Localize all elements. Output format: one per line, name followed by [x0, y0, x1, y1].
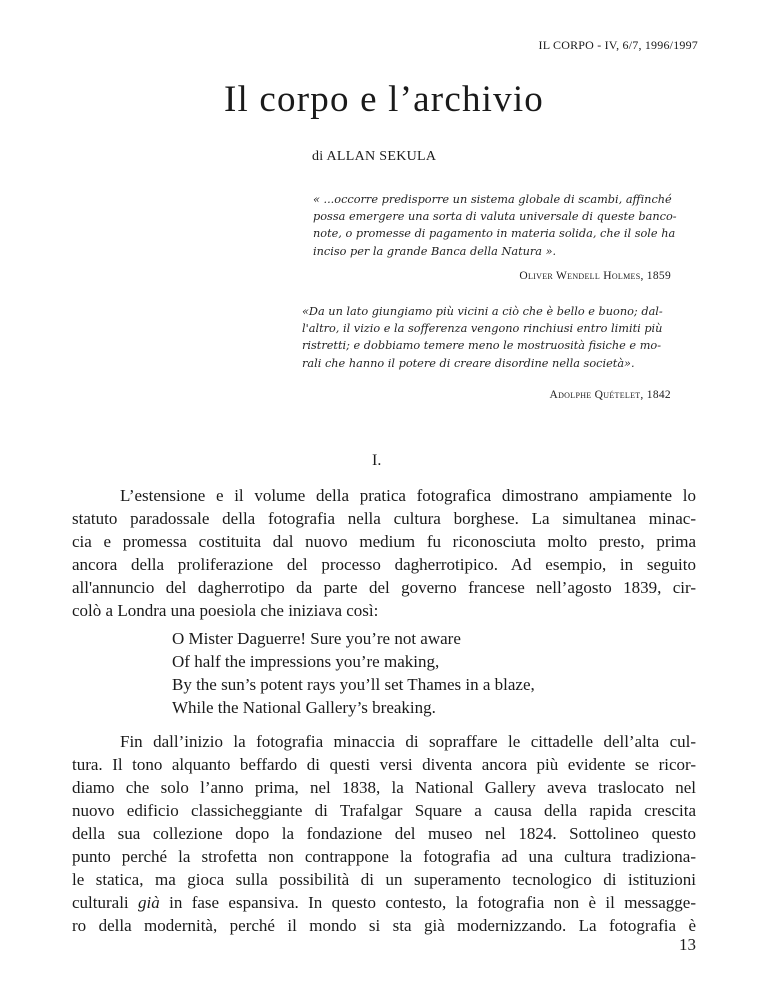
epigraph-attribution-quetelet: Adolphe Quételet, 1842	[549, 389, 671, 401]
epigraph-holmes	[313, 191, 693, 260]
text-line: cia e promessa costituita dal nuovo medium fu riconosciuta molto presto, prima	[72, 532, 696, 551]
epigraph-line: possa emergere una sorta di valuta universale di queste banco-	[313, 210, 677, 224]
poem-line: O Mister Daguerre! Sure you’re not aware	[172, 629, 461, 648]
text-fragment: culturali	[72, 893, 139, 912]
text-line: statuto paradossale della fotografia nella cultura borghese. La simultanea minac-	[72, 509, 696, 528]
text-line: tura. Il tono alquanto beffardo di questi versi diventa ancora più evidente se ricor-	[72, 755, 696, 774]
epigraph-attribution-holmes: Oliver Wendell Holmes, 1859	[519, 270, 671, 282]
text-line: Fin dall’inizio la fotografia minaccia di sopraffare le cittadelle dell’alta cul-	[120, 732, 696, 751]
text-fragment: in fase espansiva. In questo contesto, la fotografia non è il messagge-	[159, 893, 696, 912]
text-line	[72, 891, 696, 914]
running-head: IL CORPO - IV, 6/7, 1996/1997	[538, 38, 698, 52]
paragraph-2	[72, 730, 696, 937]
epigraph-line: « ...occorre predisporre un sistema globale di scambi, affinché	[313, 193, 672, 206]
emphasis-gia: già	[138, 893, 160, 912]
text-line: nuovo edificio classicheggiante di Trafalgar Square a causa della rapida crescita	[72, 801, 696, 820]
epigraph-line: note, o promesse di pagamento in materia solida, che il sole ha	[313, 227, 676, 241]
text-line: ancora della proliferazione del processo dagherrotipico. Ad esempio, in seguito	[72, 555, 696, 574]
poem-line: While the National Gallery’s breaking.	[172, 698, 436, 717]
page-number: 13	[679, 935, 696, 954]
text-line: all'annuncio del dagherrotipo da parte del governo francese nell’agosto 1839, cir-	[72, 578, 696, 597]
epigraph-line: l'altro, il vizio e la sofferenza vengono rinchiusi entro limiti più	[302, 322, 663, 336]
poem-line: Of half the impressions you’re making,	[172, 652, 440, 671]
article-title: Il corpo e l’archivio	[223, 79, 545, 120]
text-line: punto perché la strofetta non contrappone la fotografia ad una cultura tradiziona-	[72, 847, 696, 866]
article-author: di ALLAN SEKULA	[312, 149, 437, 164]
text-line: diamo che solo l’anno prima, nel 1838, la National Gallery aveva traslocato nel	[72, 778, 696, 797]
epigraph-line: ristretti; e dobbiamo temere meno le mostruosità fisiche e mo-	[302, 339, 662, 353]
poem-line: By the sun’s potent rays you’ll set Thames in a blaze,	[172, 675, 535, 694]
text-line: le statica, ma gioca sulla possibilità di un superamento tecnologico di istituzioni	[72, 870, 696, 889]
epigraph-line: inciso per la grande Banca della Natura ».	[313, 244, 557, 258]
text-line: ro della modernità, perché il mondo si sta già modernizzando. La fotografia è	[72, 916, 696, 935]
text-line: della sua collezione dopo la fondazione del museo nel 1824. Sottolineo questo	[72, 824, 696, 843]
poem	[172, 627, 535, 719]
epigraph-line: «Da un lato giungiamo più vicini a ciò che è bello e buono; dal-	[302, 305, 663, 318]
epigraph-quetelet	[302, 303, 692, 372]
text-line: L’estensione e il volume della pratica fotografica dimostrano ampiamente lo	[120, 486, 696, 505]
paragraph-1	[72, 484, 696, 622]
text-line: colò a Londra una poesiola che iniziava così:	[72, 601, 379, 620]
epigraph-line: rali che hanno il potere di creare disordine nella società».	[302, 356, 635, 370]
section-number: I.	[372, 452, 382, 469]
